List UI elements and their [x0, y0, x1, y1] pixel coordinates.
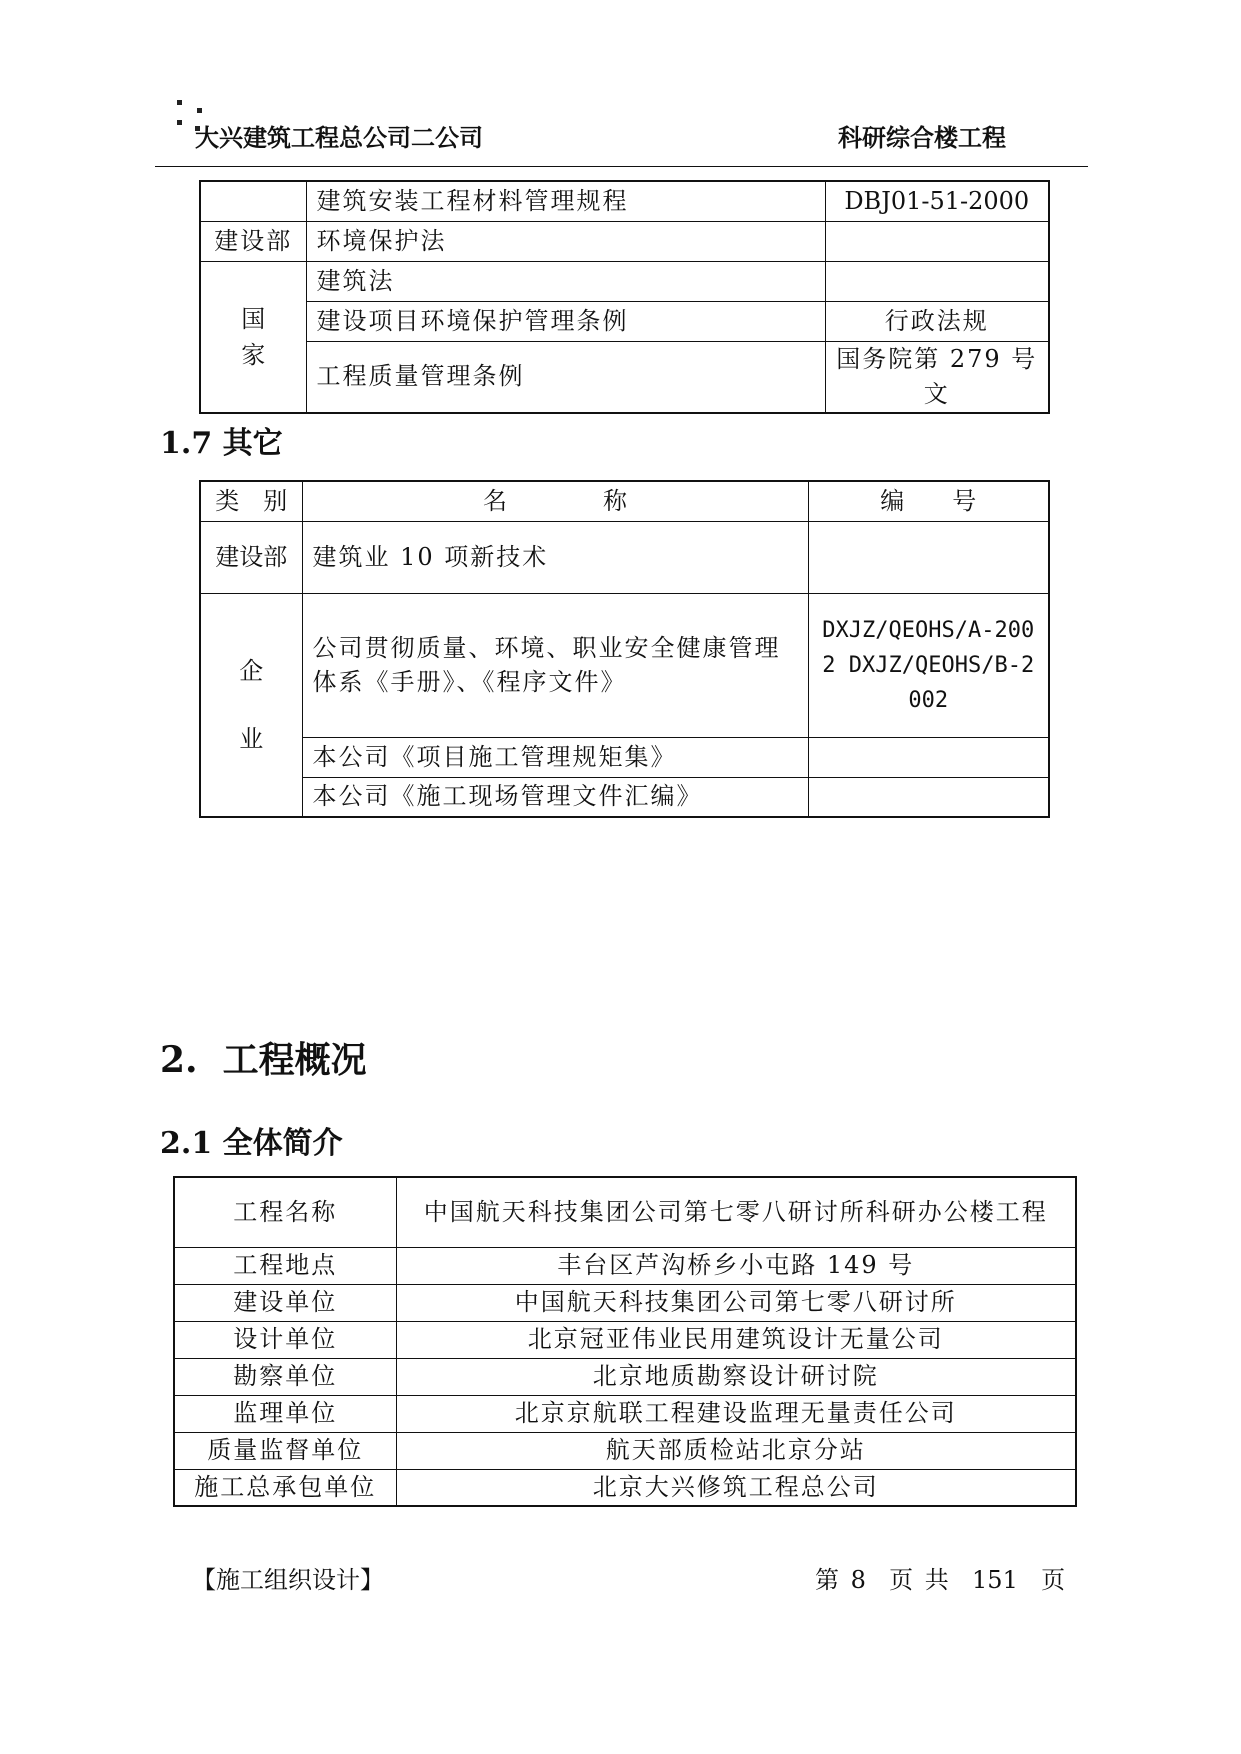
- table-row: [200, 261, 1049, 301]
- label-cell: 工程地点: [174, 1247, 396, 1284]
- value-cell: 航天部质检站北京分站: [396, 1432, 1076, 1469]
- label-cell: 工程名称: [174, 1177, 396, 1247]
- header-company: 大兴建筑工程总公司二公司: [195, 124, 483, 152]
- table-row: [174, 1321, 1076, 1358]
- name-cell: 建筑安装工程材料管理规程: [306, 181, 825, 221]
- number-cell: [825, 261, 1049, 301]
- table-row: [200, 777, 1049, 817]
- name-cell: 工程质量管理条例: [306, 341, 825, 413]
- table-row: [174, 1395, 1076, 1432]
- project-overview-table: [173, 1176, 1077, 1507]
- column-header: 名 称: [302, 481, 808, 521]
- table-row: [174, 1432, 1076, 1469]
- name-cell: 本公司《项目施工管理规矩集》: [302, 737, 808, 777]
- table-row: [200, 737, 1049, 777]
- category-cell: 建设部: [200, 221, 306, 261]
- category-cell: 企 业: [200, 593, 302, 817]
- label-cell: 设计单位: [174, 1321, 396, 1358]
- value-cell: 北京京航联工程建设监理无量责任公司: [396, 1395, 1076, 1432]
- table-row: [200, 221, 1049, 261]
- column-header: 类 别: [200, 481, 302, 521]
- table-row: [174, 1284, 1076, 1321]
- category-cell: [200, 181, 306, 221]
- value-cell: 丰台区芦沟桥乡小屯路 149 号: [396, 1247, 1076, 1284]
- footer-doc-title: 【施工组织设计】: [192, 1566, 384, 1594]
- value-cell: 北京地质勘察设计研讨院: [396, 1358, 1076, 1395]
- other-docs-table: [199, 480, 1050, 818]
- header-divider: [155, 166, 1088, 167]
- value-cell: 中国航天科技集团公司第七零八研讨所科研办公楼工程: [396, 1177, 1076, 1247]
- number-cell: DBJ01-51-2000: [825, 181, 1049, 221]
- name-cell: 建筑业 10 项新技术: [302, 521, 808, 593]
- table-row: [174, 1469, 1076, 1506]
- category-cell: 国 家: [200, 261, 306, 413]
- regulations-table: [199, 180, 1050, 414]
- label-cell: 勘察单位: [174, 1358, 396, 1395]
- label-cell: 质量监督单位: [174, 1432, 396, 1469]
- label-cell: 监理单位: [174, 1395, 396, 1432]
- table-row: [200, 301, 1049, 341]
- number-cell: [808, 737, 1049, 777]
- table-row: [174, 1177, 1076, 1247]
- table-header-row: [200, 481, 1049, 521]
- table-row: [174, 1358, 1076, 1395]
- section-heading: 2.1 全体简介: [160, 1126, 343, 1161]
- value-cell: 北京大兴修筑工程总公司: [396, 1469, 1076, 1506]
- number-cell: 行政法规: [825, 301, 1049, 341]
- table-row: [174, 1247, 1076, 1284]
- label-cell: 施工总承包单位: [174, 1469, 396, 1506]
- category-cell: 建设部: [200, 521, 302, 593]
- value-cell: 中国航天科技集团公司第七零八研讨所: [396, 1284, 1076, 1321]
- name-cell: 建设项目环境保护管理条例: [306, 301, 825, 341]
- footer-page-number: 第 8 页 共 151 页: [815, 1566, 1066, 1594]
- column-header: 编 号: [808, 481, 1049, 521]
- number-cell: [808, 777, 1049, 817]
- number-cell: 国务院第 279 号文: [825, 341, 1049, 413]
- value-cell: 北京冠亚伟业民用建筑设计无量公司: [396, 1321, 1076, 1358]
- header-project: 科研综合楼工程: [838, 124, 1006, 152]
- name-cell: 本公司《施工现场管理文件汇编》: [302, 777, 808, 817]
- name-cell: 环境保护法: [306, 221, 825, 261]
- section-heading: 1.7 其它: [160, 426, 283, 461]
- number-cell: [808, 521, 1049, 593]
- number-cell: [825, 221, 1049, 261]
- name-cell: 建筑法: [306, 261, 825, 301]
- table-row: [200, 593, 1049, 737]
- name-cell: 公司贯彻质量、环境、职业安全健康管理体系《手册》、《程序文件》: [302, 593, 808, 737]
- number-cell: DXJZ/QEOHS/A-2002 DXJZ/QEOHS/B-2002: [808, 593, 1049, 737]
- label-cell: 建设单位: [174, 1284, 396, 1321]
- table-row: [200, 521, 1049, 593]
- table-row: [200, 341, 1049, 413]
- table-row: [200, 181, 1049, 221]
- chapter-heading: 2. 工程概况: [160, 1039, 367, 1081]
